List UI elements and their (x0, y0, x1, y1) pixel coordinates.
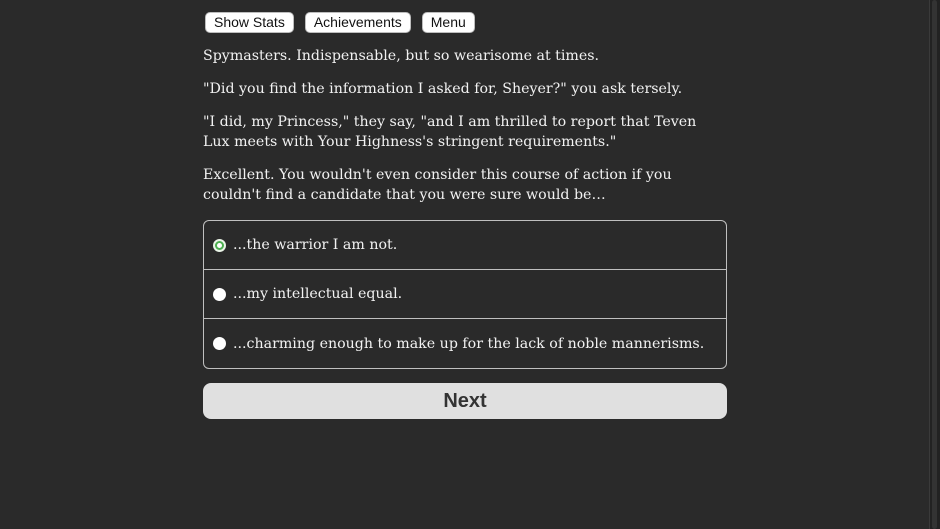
show-stats-button[interactable]: Show Stats (205, 12, 294, 33)
choice-option-intellectual[interactable] (204, 270, 726, 319)
story-text (203, 46, 727, 218)
choice-option-charming[interactable] (204, 319, 726, 368)
scrollbar-thumb[interactable] (932, 0, 937, 529)
story-paragraph: Spymasters. Indispensable, but so wearisome at times. (203, 48, 600, 64)
choice-list (203, 220, 727, 369)
choice-label: ...the warrior I am not. (233, 237, 398, 253)
achievements-button[interactable]: Achievements (305, 12, 411, 33)
menu-button[interactable]: Menu (422, 12, 475, 33)
vertical-scrollbar[interactable] (929, 0, 940, 529)
choice-option-warrior[interactable] (204, 221, 726, 270)
story-paragraph: "Did you find the information I asked for, Sheyer?" you ask tersely. (203, 81, 683, 97)
header-toolbar (205, 12, 475, 33)
story-paragraph: "I did, my Princess," they say, "and I am thrilled to report that Teven Lux meets with Your Highness's stringent requirements." (203, 114, 697, 150)
choice-label: ...my intellectual equal. (233, 286, 403, 302)
radio-selected-icon[interactable] (213, 239, 226, 252)
radio-unselected-icon[interactable] (213, 337, 226, 350)
next-button[interactable]: Next (203, 383, 727, 419)
choice-label: ...charming enough to make up for the lack of noble mannerisms. (233, 335, 705, 352)
story-paragraph: Excellent. You wouldn't even consider this course of action if you couldn't find a candidate that you were sure would be… (203, 167, 672, 203)
radio-unselected-icon[interactable] (213, 288, 226, 301)
